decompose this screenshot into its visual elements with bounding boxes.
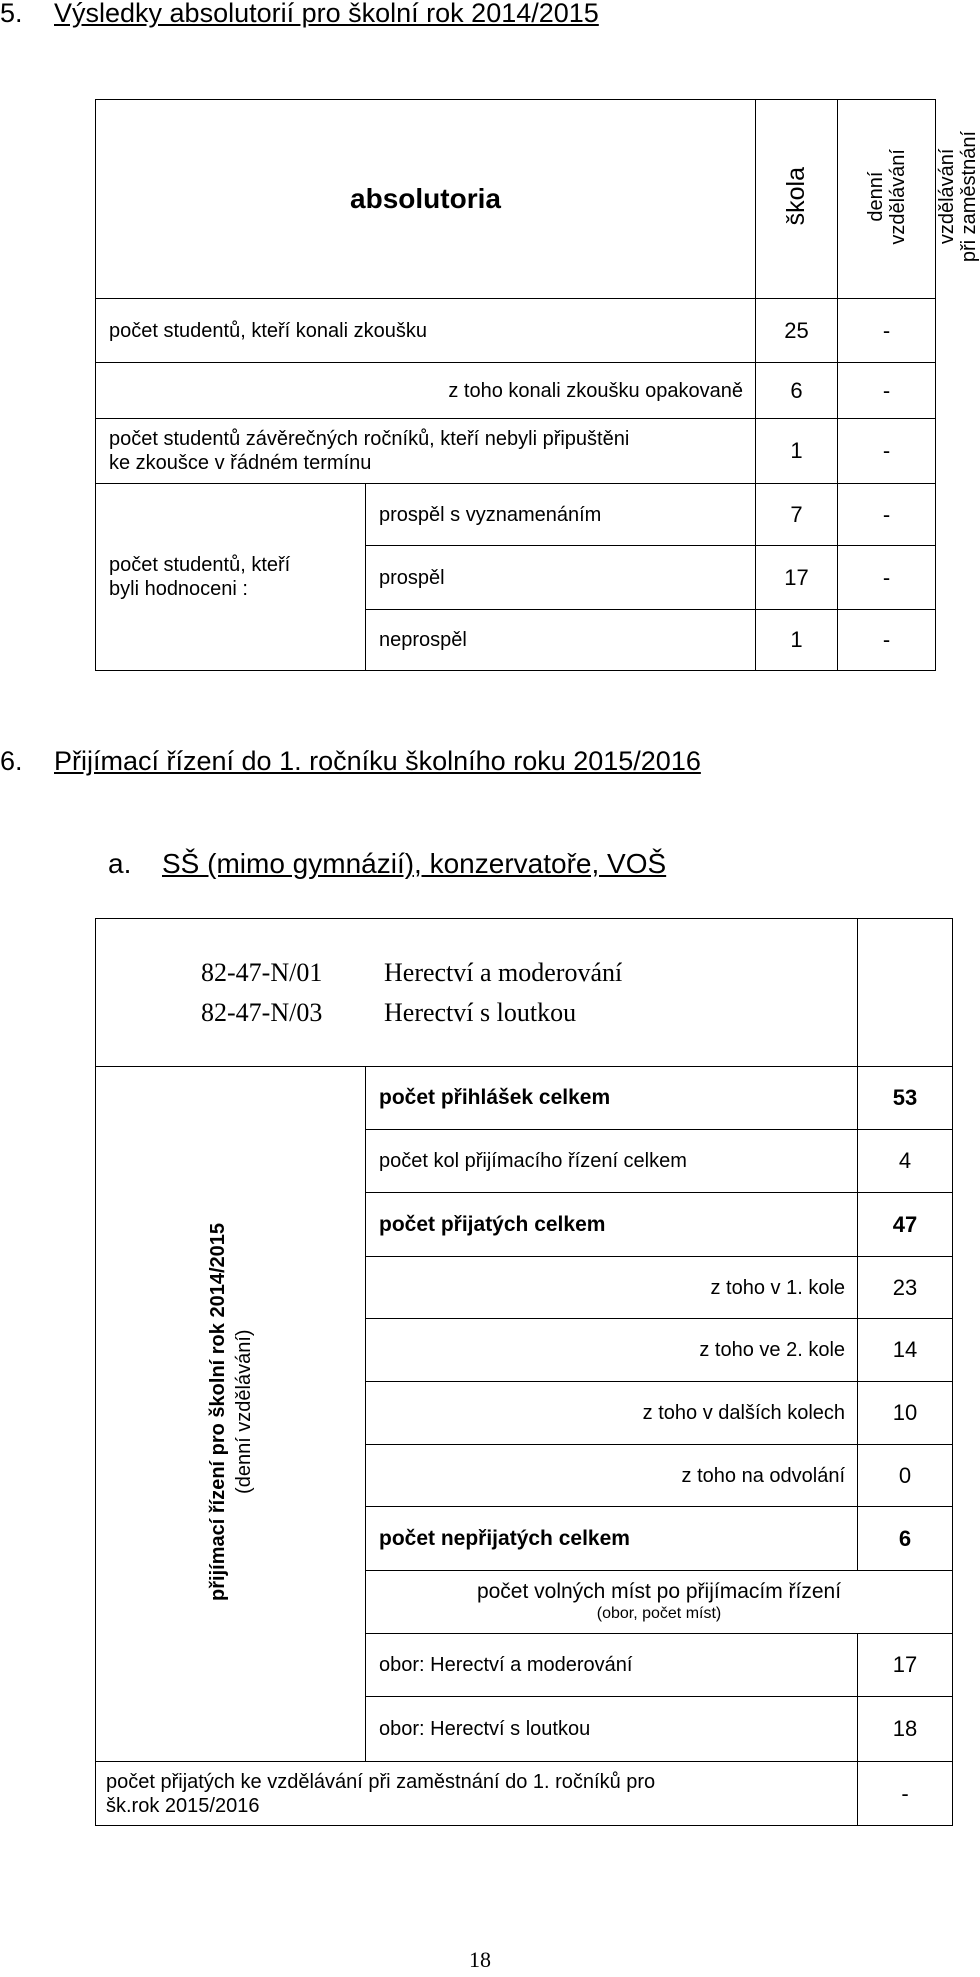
- subsection-title: SŠ (mimo gymnázií), konzervatoře, VOŠ: [162, 848, 667, 879]
- absolutoria-title: absolutoria: [350, 183, 501, 214]
- odvolani-label: z toho na odvolání: [366, 1445, 858, 1507]
- prospel-denni: 17: [756, 546, 838, 610]
- neprijatych-value: 6: [858, 1507, 953, 1571]
- section-5-heading: [0, 0, 599, 28]
- vyznamenani-label: prospěl s vyznamenáním: [366, 484, 756, 546]
- vyznamenani-zam: -: [838, 484, 936, 546]
- section-number: 5.: [0, 0, 23, 28]
- obor-code: 82-47-N/03: [201, 997, 323, 1027]
- table-row: [96, 1067, 953, 1130]
- volnych-sub: (obor, počet míst): [596, 1605, 722, 1622]
- obory-cell: [96, 919, 858, 1067]
- section-number: 6.: [0, 746, 23, 776]
- col-zamestnani-label: vzdělávání při zaměstnání: [936, 130, 980, 263]
- table-row: [96, 484, 936, 546]
- obor-line: [201, 993, 857, 1033]
- page-number: 18: [469, 1947, 491, 1972]
- dalsi-value: 10: [858, 1382, 953, 1445]
- col-skola: [756, 100, 838, 299]
- section-title: Výsledky absolutorií pro školní rok 2014/2015: [54, 0, 599, 28]
- table-row: [96, 1762, 953, 1826]
- opakovane-zam: -: [838, 363, 936, 419]
- obor-line: [201, 953, 857, 993]
- prihlasek-value: 53: [858, 1067, 953, 1130]
- kol-value: 4: [858, 1130, 953, 1193]
- section-title: Přijímací řízení do 1. ročníku školního roku 2015/2016: [54, 746, 701, 776]
- table-row: [96, 299, 936, 363]
- zam-value: -: [858, 1762, 953, 1826]
- section-6-heading: [0, 746, 701, 776]
- table-row: [96, 363, 936, 419]
- vyznamenani-denni: 7: [756, 484, 838, 546]
- side-label-cell: [96, 1067, 366, 1762]
- prihlasek-label: počet přihlášek celkem: [366, 1067, 858, 1130]
- konali-denni: 25: [756, 299, 838, 363]
- obor-code: 82-47-N/01: [201, 957, 323, 987]
- prijatych-value: 47: [858, 1193, 953, 1257]
- col-denni-label: denní vzdělávání: [864, 148, 909, 245]
- dalsi-label: z toho v dalších kolech: [366, 1382, 858, 1445]
- opakovane-denni: 6: [756, 363, 838, 419]
- table-header-row: [96, 100, 936, 299]
- obor-name: Herectví s loutkou: [384, 997, 577, 1027]
- obor-name: Herectví a moderování: [384, 957, 623, 987]
- neprijatych-label: počet nepřijatých celkem: [366, 1507, 858, 1571]
- konali-zam: -: [838, 299, 936, 363]
- col-denni: [838, 100, 936, 299]
- subsection-a-heading: [108, 849, 666, 879]
- kolo1-label: z toho v 1. kole: [366, 1257, 858, 1319]
- nepripusteni-label: počet studentů závěrečných ročníků, kteří nebyli připuštěni ke zkoušce v řádném termínu: [96, 419, 756, 484]
- obor1-value: 17: [858, 1634, 953, 1697]
- col-skola-label: škola: [782, 167, 811, 226]
- kolo2-value: 14: [858, 1319, 953, 1382]
- obory-empty-cell: [858, 919, 953, 1067]
- konali-label: počet studentů, kteří konali zkoušku: [96, 299, 756, 363]
- absolutoria-title-cell: [96, 100, 756, 299]
- prijimaci-rizeni-table: [95, 918, 953, 1826]
- nepripusteni-zam: -: [838, 419, 936, 484]
- zam-label: počet přijatých ke vzdělávání při zaměstnání do 1. ročníků pro šk.rok 2015/2016: [96, 1762, 858, 1826]
- volnych-cell: [366, 1571, 953, 1634]
- volnych-label: počet volných míst po přijímacím řízení: [476, 1580, 842, 1603]
- prijatych-label: počet přijatých celkem: [366, 1193, 858, 1257]
- side-label: přijímací řízení pro školní rok 2014/2015 (denní vzdělávání): [206, 1222, 255, 1601]
- neprospel-zam: -: [838, 610, 936, 671]
- prospel-label: prospěl: [366, 546, 756, 610]
- table-row: [96, 419, 936, 484]
- obor2-value: 18: [858, 1697, 953, 1762]
- prospel-zam: -: [838, 546, 936, 610]
- obory-row: [96, 919, 953, 1067]
- odvolani-value: 0: [858, 1445, 953, 1507]
- nepripusteni-denni: 1: [756, 419, 838, 484]
- opakovane-label: z toho konali zkoušku opakovaně: [96, 363, 756, 419]
- hodnoceni-label: počet studentů, kteří byli hodnoceni :: [96, 484, 366, 671]
- obor2-label: obor: Herectví s loutkou: [366, 1697, 858, 1762]
- subsection-number: a.: [108, 848, 132, 879]
- neprospel-label: neprospěl: [366, 610, 756, 671]
- kolo1-value: 23: [858, 1257, 953, 1319]
- kol-label: počet kol přijímacího řízení celkem: [366, 1130, 858, 1193]
- absolutoria-table: [95, 99, 980, 671]
- kolo2-label: z toho ve 2. kole: [366, 1319, 858, 1382]
- neprospel-denni: 1: [756, 610, 838, 671]
- obor1-label: obor: Herectví a moderování: [366, 1634, 858, 1697]
